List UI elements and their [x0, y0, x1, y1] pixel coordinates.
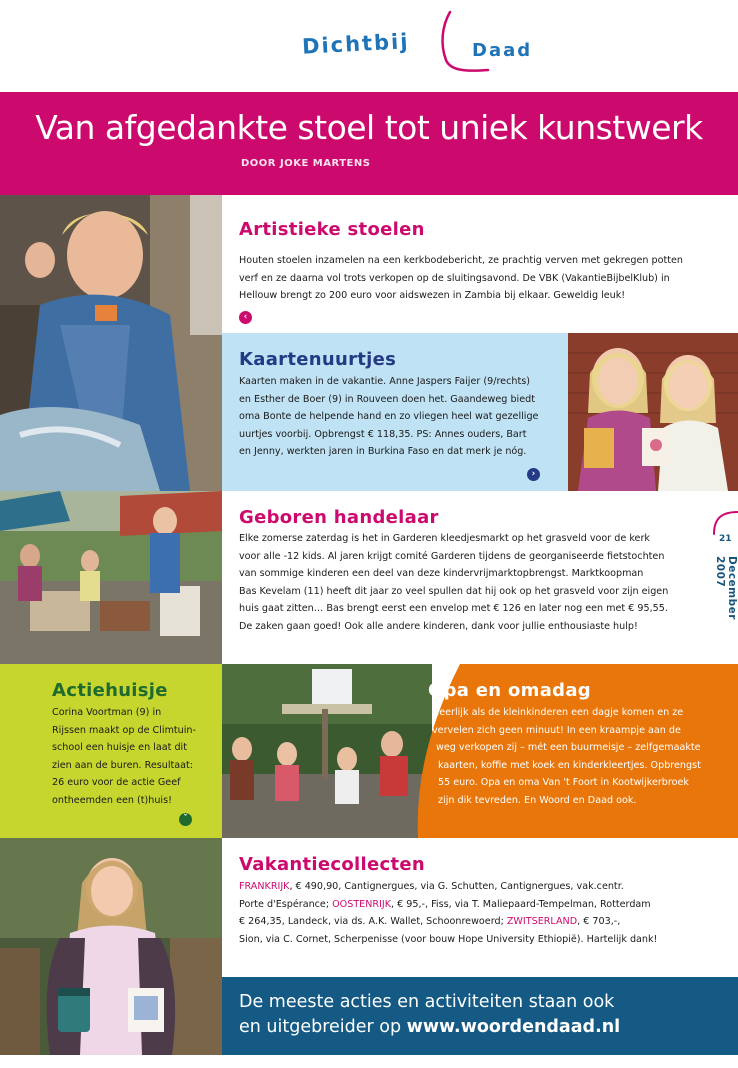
body-line: huis gaat zitten… Bas brengt eerst een envelop met € 126 en later nog een met € 95,55. — [239, 603, 668, 615]
body-line: Rijssen maakt op de Climtuin- — [52, 724, 196, 736]
issue-date: December 2007 — [714, 556, 738, 620]
chevron-right-icon[interactable]: › — [527, 468, 540, 481]
logo — [300, 8, 540, 78]
body-line: 26 euro voor de actie Geef — [52, 777, 181, 789]
website-link[interactable]: www.woordendaad.nl — [406, 1017, 621, 1037]
chevron-down-icon[interactable]: ˇ — [179, 813, 192, 826]
body-line — [239, 878, 734, 896]
collect-text: € 264,35, Landeck, via ds. A.K. Wallet, Schoonrewoerd; — [239, 916, 507, 928]
collect-text: Porte d'Espérance; — [239, 898, 333, 910]
section-title: Geboren handelaar — [239, 507, 439, 528]
country-france: FRANKRIJK — [239, 881, 290, 892]
section-kaartenuurtjes — [222, 333, 568, 491]
section-title: Artistieke stoelen — [239, 219, 425, 240]
body-line: Kaarten maken in de vakantie. Anne Jaspers Faijer (9/rechts) — [239, 376, 530, 387]
section-geboren-handelaar — [222, 491, 702, 664]
photo-girls-with-cards — [568, 333, 738, 491]
footer-text: en uitgebreider op — [239, 1017, 407, 1037]
section-title: Opa en omadag — [428, 680, 591, 701]
collect-text: , € 490,90, Cantignergues, via G. Schutten, Cantignergues, vak.centr. — [289, 881, 624, 892]
body-line: school een huisje en laat dit — [52, 742, 187, 754]
footer-line-2 — [239, 1015, 738, 1040]
section-actiehuisje — [0, 664, 222, 838]
body-line: Elke zomerse zaterdag is het in Garderen kleedjesmarkt op het grasveld voor de kerk — [239, 533, 650, 544]
body-line: ontheemden een (t)huis! — [52, 794, 172, 806]
body-line: Sion, via C. Cornet, Scherpenisse (voor bouw Hope University Ethiopië). Hartelijk dank! — [239, 933, 658, 945]
collect-text: , € 703,-, — [577, 916, 621, 928]
body-line: Houten stoelen inzamelen na een kerkbodebericht, ze prachtig verven met gekregen potten — [239, 255, 684, 266]
body-line: Bas Kevelam (11) heeft dit jaar zo veel spullen dat hij ook op het grasveld voor zijn eigen — [239, 585, 669, 597]
country-switzerland: ZWITSERLAND — [506, 916, 578, 928]
byline: DOOR JOKE MARTENS — [241, 158, 371, 169]
photo-girl-with-jar — [0, 838, 222, 1055]
body-line: uurtjes voorbij. Opbrengst € 118,35. PS: Annes ouders, Bart — [239, 428, 527, 440]
section-artistieke-stoelen — [222, 195, 738, 333]
body-line: Heerlijk als de kleinkinderen een dagje komen en ze — [432, 707, 684, 718]
body-line: en Jenny, werkten jaren in Burkina Faso en dat merk je nóg. — [239, 446, 527, 458]
body-line: kaarten, koffie met koek en kinderkleertjes. Opbrengst — [438, 759, 701, 771]
body-line: voor alle -12 kids. Al jaren krijgt comité Garderen tijdens de georganiseerde fietstochten — [239, 550, 665, 562]
body-line: oma Bonte de helpende hand en zo vliegen heel wat gezellige — [239, 411, 539, 423]
footer-banner — [222, 977, 738, 1055]
body-line: van sommige kinderen een deel van deze kindervrijmarktopbrengst. Marktkoopman — [239, 568, 644, 580]
collect-text: , € 95,-, Fiss, via T. Maliepaard-Tempelman, Rotterdam — [391, 898, 651, 910]
photo-boy-painting-chair — [0, 195, 222, 491]
body-line: en Esther de Boer (9) in Rouveen doen het. Gaandeweg biedt — [239, 393, 535, 405]
logo-text-left: Dichtbij — [301, 29, 411, 59]
body-line: De zaken gaan goed! Ook alle andere kinderen, dank voor jullie enthousiaste hulp! — [239, 620, 638, 632]
body-line — [239, 896, 734, 914]
section-vakantiecollecten — [222, 838, 738, 977]
section-opa-en-omadag — [400, 664, 738, 838]
page-number: 21 — [719, 534, 732, 544]
body-line — [239, 913, 734, 931]
body-line: zijn dik tevreden. En Woord en Daad ook. — [438, 794, 637, 806]
body-line: Corina Voortman (9) in — [52, 707, 162, 718]
body-line: weg verkopen zij – mét een buurmeisje – zelfgemaakte — [436, 742, 701, 754]
body-line: vervelen zich geen minuut! In een kraampje aan de — [432, 724, 681, 736]
page-date-marker — [700, 508, 738, 648]
title-band — [0, 92, 738, 195]
body-line: 55 euro. Opa en oma Van 't Foort in Kootwijkerbroek — [438, 777, 689, 789]
body-line: Hellouw brengt zo 200 euro voor aidswezen in Zambia bij elkaar. Geweldig leuk! — [239, 290, 626, 302]
section-title: Kaartenuurtjes — [239, 349, 397, 370]
body-line: zien aan de buren. Resultaat: — [52, 759, 194, 771]
country-austria: OOSTENRIJK — [332, 898, 392, 910]
chevron-left-icon[interactable]: ‹ — [239, 311, 252, 324]
section-title: Vakantiecollecten — [239, 854, 425, 875]
page-title: Van afgedankte stoel tot uniek kunstwerk — [35, 108, 703, 147]
section-title: Actiehuisje — [52, 680, 168, 701]
footer-line-1: De meeste acties en activiteiten staan ook — [239, 992, 615, 1012]
logo-text-right: Daad — [472, 40, 533, 61]
body-line: verf en ze daarna vol trots verkopen op de sluitingsavond. De VBK (VakantieBijbelKlub) in — [239, 272, 670, 284]
photo-kleedjesmarkt — [0, 491, 222, 664]
